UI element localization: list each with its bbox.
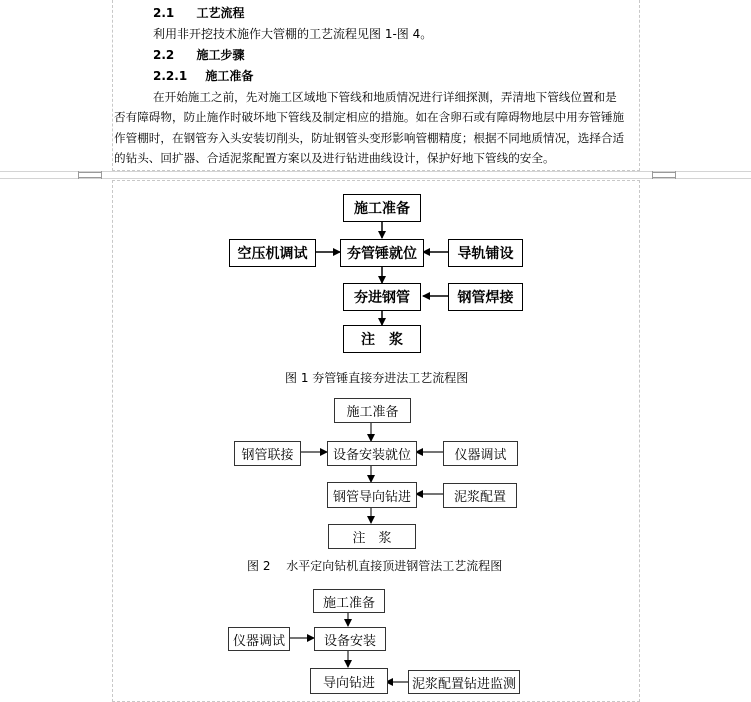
- flow-node-compressor: 空压机调试: [229, 239, 316, 267]
- flow-node-rail: 导轨铺设: [448, 239, 523, 267]
- paragraph-line: 在开始施工之前，先对施工区域地下管线和地质情况进行详细探测，弄清地下管线位置和是: [153, 90, 617, 104]
- flow-node-weld: 钢管焊接: [448, 283, 523, 311]
- flow-node-instrument: 仪器调试: [228, 627, 290, 651]
- flow-node-install: 设备安装: [314, 627, 386, 651]
- flow-node-grout: 注 浆: [328, 524, 416, 549]
- figure-caption: 图 2 水平定向钻机直接顶进钢管法工艺流程图: [247, 559, 503, 573]
- flow-node-hammer: 夯管锤就位: [340, 239, 424, 267]
- section-number: 2.1: [153, 6, 175, 20]
- paragraph-line: 否有障碍物，防止施作时破坏地下管线及制定相应的措施。如在含卵石或有障碍物地层中用夯管锤施: [114, 110, 625, 124]
- section-number: 2.2.1: [153, 69, 188, 83]
- flow-node-prep: 施工准备: [343, 194, 421, 222]
- flow-node-guide: 钢管导向钻进: [327, 482, 417, 508]
- flow-node-mud: 泥浆配置: [443, 483, 517, 508]
- flow-node-guide: 导向钻进: [310, 668, 388, 694]
- paragraph-line: 的钻头、回扩器、合适泥浆配置方案以及进行钻进曲线设计，保护好地下管线的安全。: [114, 151, 555, 165]
- flow-node-instrument: 仪器调试: [443, 441, 518, 466]
- flow-node-mud: 泥浆配置钻进监测: [408, 670, 520, 694]
- section-title: 工艺流程: [196, 6, 245, 20]
- flow-node-prep: 施工准备: [334, 398, 411, 423]
- paragraph-line: 作管棚时，在钢管夯入头安装切削头，防址钢管头变形影响管棚精度；根据不同地质情况，选择合适: [114, 131, 625, 145]
- figure-caption: 图 1 夯管锤直接夯进法工艺流程图: [285, 371, 469, 385]
- flow-node-install: 设备安装就位: [327, 441, 417, 466]
- flow-node-grout: 注 浆: [343, 325, 421, 353]
- section-text: 利用非开挖技术施作大管棚的工艺流程见图 1-图 4。: [153, 27, 433, 41]
- flow-node-ram: 夯进钢管: [343, 283, 421, 311]
- section-title: 施工准备: [205, 69, 254, 83]
- section-title: 施工步骤: [196, 48, 245, 62]
- section-number: 2.2: [153, 48, 175, 62]
- flow-node-connect: 钢管联接: [234, 441, 301, 466]
- flow-node-prep: 施工准备: [313, 589, 385, 613]
